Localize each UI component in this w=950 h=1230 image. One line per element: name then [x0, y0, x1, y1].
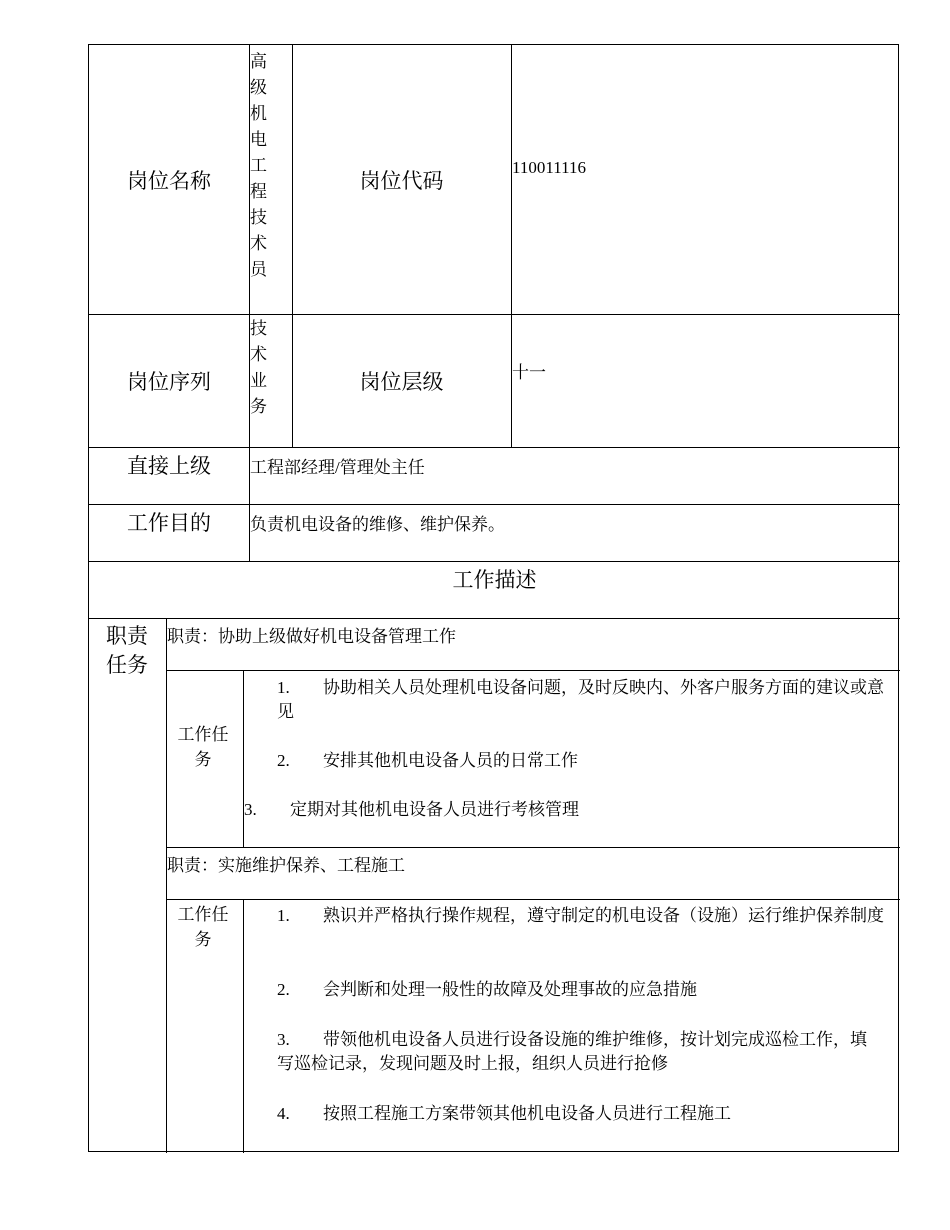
duty-title: 职责：实施维护保养、工程施工 [167, 856, 405, 875]
supervisor-label: 直接上级 [127, 454, 211, 478]
task-text: 会判断和处理一般性的故障及处理事故的应急措施 [323, 980, 697, 999]
task-label: 工作任务 [177, 905, 229, 949]
task-number: 1. [277, 678, 290, 697]
task-text: 带领他机电设备人员进行设备设施的维护维修，按计划完成巡检工作，填写巡检记录，发现问题及时上报，组织人员进行抢修 [277, 1030, 867, 1073]
post-code-label: 岗位代码 [359, 168, 444, 193]
task-item [277, 978, 885, 1002]
task-number: 4. [277, 1104, 290, 1123]
task-number: 3. [277, 1030, 290, 1049]
post-name-value: 高级机电工程技术员 [250, 52, 267, 279]
task-item [277, 1028, 872, 1076]
task-number: 2. [277, 980, 290, 999]
task-number: 3. [244, 800, 257, 819]
task-item [277, 1102, 885, 1126]
purpose-label: 工作目的 [127, 511, 211, 535]
task-number: 2. [277, 751, 290, 770]
post-name-label: 岗位名称 [127, 168, 211, 193]
job-description-table [88, 44, 899, 1152]
task-label: 工作任务 [177, 725, 229, 769]
task-item [244, 798, 884, 822]
post-sequence-value: 技术业务 [250, 319, 267, 416]
post-level-label: 岗位层级 [359, 369, 444, 394]
work-description-title: 工作描述 [452, 568, 537, 592]
post-code-value: 110011116 [512, 158, 586, 177]
task-text: 定期对其他机电设备人员进行考核管理 [290, 800, 579, 819]
task-item [277, 676, 885, 724]
supervisor-value: 工程部经理/管理处主任 [250, 458, 425, 477]
task-text: 安排其他机电设备人员的日常工作 [323, 751, 578, 770]
task-text: 按照工程施工方案带领其他机电设备人员进行工程施工 [323, 1104, 731, 1123]
task-text: 熟识并严格执行操作规程，遵守制定的机电设备（设施）运行维护保养制度 [323, 906, 884, 925]
post-level-value: 十一 [512, 363, 546, 382]
duties-label: 职责任务 [106, 624, 148, 677]
duty-title: 职责：协助上级做好机电设备管理工作 [167, 627, 456, 646]
task-text: 协助相关人员处理机电设备问题，及时反映内、外客户服务方面的建议或意见 [277, 678, 884, 721]
post-sequence-label: 岗位序列 [127, 369, 211, 394]
task-number: 1. [277, 906, 290, 925]
purpose-value: 负责机电设备的维修、维护保养。 [250, 515, 505, 534]
task-item [277, 749, 885, 773]
task-item [277, 904, 885, 928]
